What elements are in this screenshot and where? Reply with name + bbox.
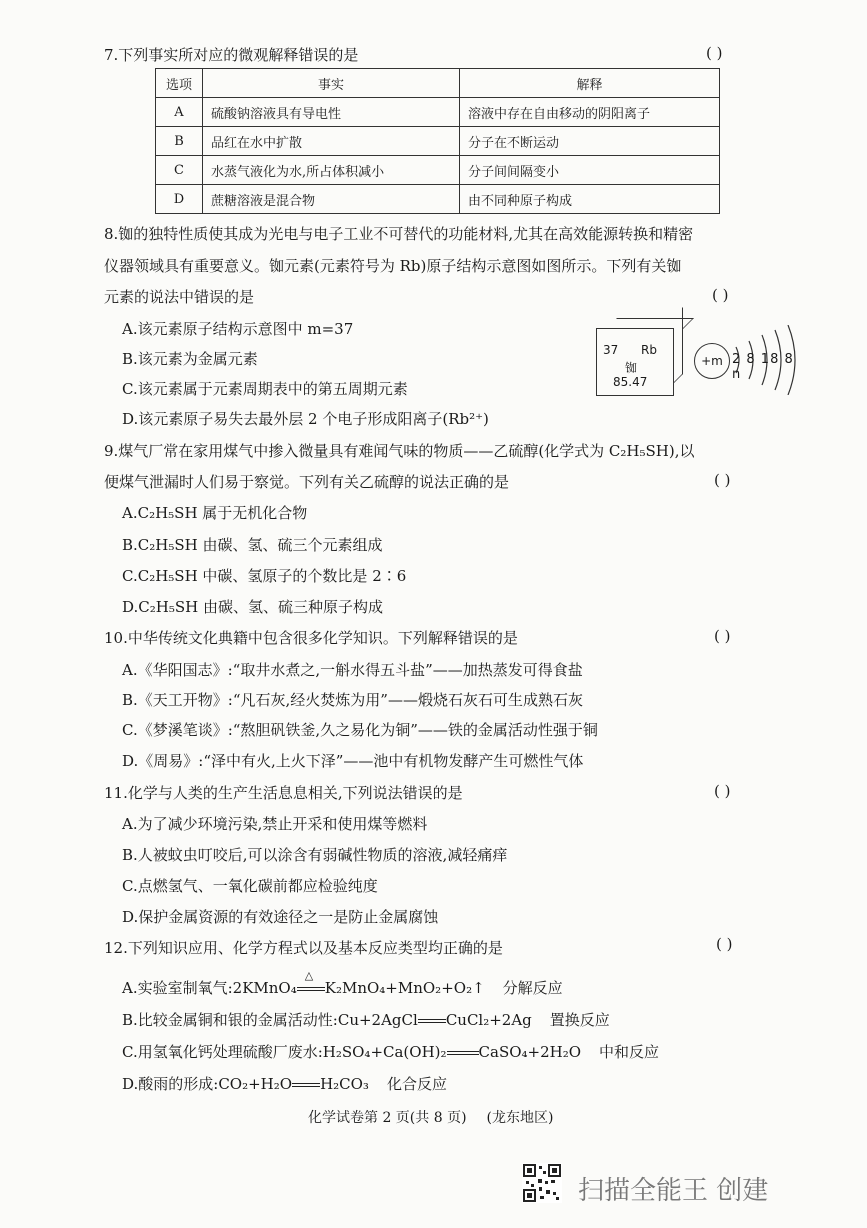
q10-option-b: B.《天工开物》:“凡石灰,经火焚炼为用”——煅烧石灰石可生成熟石灰 [122,691,583,709]
table-row [156,127,720,156]
table-cell: 硫酸钠溶液具有导电性 [203,98,460,127]
q11-option-d: D.保护金属资源的有效途径之一是防止金属腐蚀 [122,908,439,926]
heat-triangle: △ [304,969,314,982]
q10-stem: 10.中华传统文化典籍中包含很多化学知识。下列解释错误的是 [104,629,518,647]
element-name: 铷 [625,361,638,375]
q8-stem-line2: 仪器领域具有重要意义。铷元素(元素符号为 Rb)原子结构示意图如图所示。下列有关铷 [104,257,682,275]
reaction-type: 分解反应 [502,979,563,997]
card-face [596,328,674,396]
q11-stem: 11.化学与人类的生产生活息息相关,下列说法错误的是 [104,784,463,802]
q11-option-a: A.为了减少环境污染,禁止开采和使用煤等燃料 [122,815,428,833]
reaction-type: 置换反应 [549,1011,610,1029]
q10-option-d: D.《周易》:“泽中有火,上火下泽”——池中有机物发酵产生可燃性气体 [122,752,584,770]
nucleus: +m [694,343,730,379]
q9-answer-paren: ( ) [714,471,731,489]
element-card-rb [596,318,684,396]
q12-option-b [122,1011,610,1029]
equation-arrow [292,1083,320,1087]
table-cell: D [156,185,203,214]
equation-right: H₂CO₃ [320,1075,369,1093]
q8-option-d: D.该元素原子易失去最外层 2 个电子形成阳离子(Rb²⁺) [122,410,489,428]
q8-option-b: B.该元素为金属元素 [122,350,258,368]
table-cell: 由不同种原子构成 [460,185,720,214]
table-cell: 分子间间隔变小 [460,156,720,185]
q8-answer-paren: ( ) [712,286,729,304]
table-row [156,98,720,127]
table-row [156,156,720,185]
table-cell: A [156,98,203,127]
equation-right: CuCl₂+2Ag [445,1011,532,1029]
reaction-type: 中和反应 [599,1043,660,1061]
atomic-mass: 85.47 [613,375,648,389]
table-header: 事实 [203,69,460,98]
table-cell: 水蒸气液化为水,所占体积减小 [203,156,460,185]
q10-answer-paren: ( ) [714,627,731,645]
equation-arrow [447,1051,479,1055]
table-row [156,185,720,214]
equation-right: CaSO₄+2H₂O [478,1043,582,1061]
q8-stem-line3: 元素的说法中错误的是 [104,288,255,306]
q9-option-b: B.C₂H₅SH 由碳、氢、硫三个元素组成 [122,536,383,554]
q10-option-a: A.《华阳国志》:“取井水煮之,一斛水得五斗盐”——加热蒸发可得食盐 [122,661,583,679]
table-cell: 蔗糖溶液是混合物 [203,185,460,214]
q9-stem-line2: 便煤气泄漏时人们易于察觉。下列有关乙硫醇的说法正确的是 [104,473,510,491]
q10-option-c: C.《梦溪笔谈》:“熬胆矾铁釜,久之易化为铜”——铁的金属活动性强于铜 [122,721,598,739]
equation-arrow [297,987,325,991]
shell-electron-counts: 2 8 18 8 n [732,352,794,382]
equation-left: A.实验室制氧气:2KMnO₄ [122,979,297,997]
qr-code-icon [522,1163,562,1203]
q12-option-c [122,1043,659,1061]
q8-option-a: A.该元素原子结构示意图中 m=37 [122,320,354,338]
q12-answer-paren: ( ) [716,935,733,953]
q9-option-d: D.C₂H₅SH 由碳、氢、硫三种原子构成 [122,598,383,616]
q11-option-b: B.人被蚊虫叮咬后,可以涂含有弱碱性物质的溶液,减轻痛痒 [122,846,508,864]
q11-option-c: C.点燃氢气、一氧化碳前都应检验纯度 [122,877,378,895]
q9-stem-line1: 9.煤气厂常在家用煤气中掺入微量具有难闻气味的物质——乙硫醇(化学式为 C₂H₅SH),以 [104,442,695,460]
equation-left: D.酸雨的形成:CO₂+H₂O [122,1075,293,1093]
page-footer [308,1107,553,1127]
table-cell: B [156,127,203,156]
equation-left: B.比较金属铜和银的金属活动性:Cu+2AgCl [122,1011,418,1029]
q7-stem: 7.下列事实所对应的微观解释错误的是 [104,46,359,64]
equation-left: C.用氢氧化钙处理硫酸厂废水:H₂SO₄+Ca(OH)₂ [122,1043,447,1061]
table-cell: C [156,156,203,185]
scanner-watermark: 扫描全能王 创建 [578,1176,769,1206]
q12-option-d [122,1075,447,1093]
element-symbol: Rb [641,343,657,357]
reaction-type: 化合反应 [386,1075,447,1093]
q8-option-c: C.该元素属于元素周期表中的第五周期元素 [122,380,408,398]
table-header-row [156,69,720,98]
equation-arrow [418,1019,446,1023]
page-number: 化学试卷第 2 页(共 8 页) [308,1110,467,1126]
q9-option-a: A.C₂H₅SH 属于无机化合物 [122,504,308,522]
q8-stem-line1: 8.铷的独特性质使其成为光电与电子工业不可替代的功能材料,尤其在高效能源转换和精密 [104,225,694,243]
q9-option-c: C.C₂H₅SH 中碳、氢原子的个数比是 2∶6 [122,567,407,585]
q12-option-a [122,969,563,997]
table-cell: 品红在水中扩散 [203,127,460,156]
equation-right: K₂MnO₄+MnO₂+O₂↑ [324,979,485,997]
reaction-condition [297,969,325,997]
atomic-number: 37 [603,343,619,357]
table-header: 解释 [460,69,720,98]
q11-answer-paren: ( ) [714,782,731,800]
table-header: 选项 [156,69,203,98]
q7-answer-paren: ( ) [706,44,723,62]
q12-stem: 12.下列知识应用、化学方程式以及基本反应类型均正确的是 [104,939,503,957]
table-cell: 溶液中存在自由移动的阴阳离子 [460,98,720,127]
atomic-structure-diagram [694,325,804,395]
table-cell: 分子在不断运动 [460,127,720,156]
region-label: (龙东地区) [486,1110,554,1126]
q7-table [155,68,720,214]
